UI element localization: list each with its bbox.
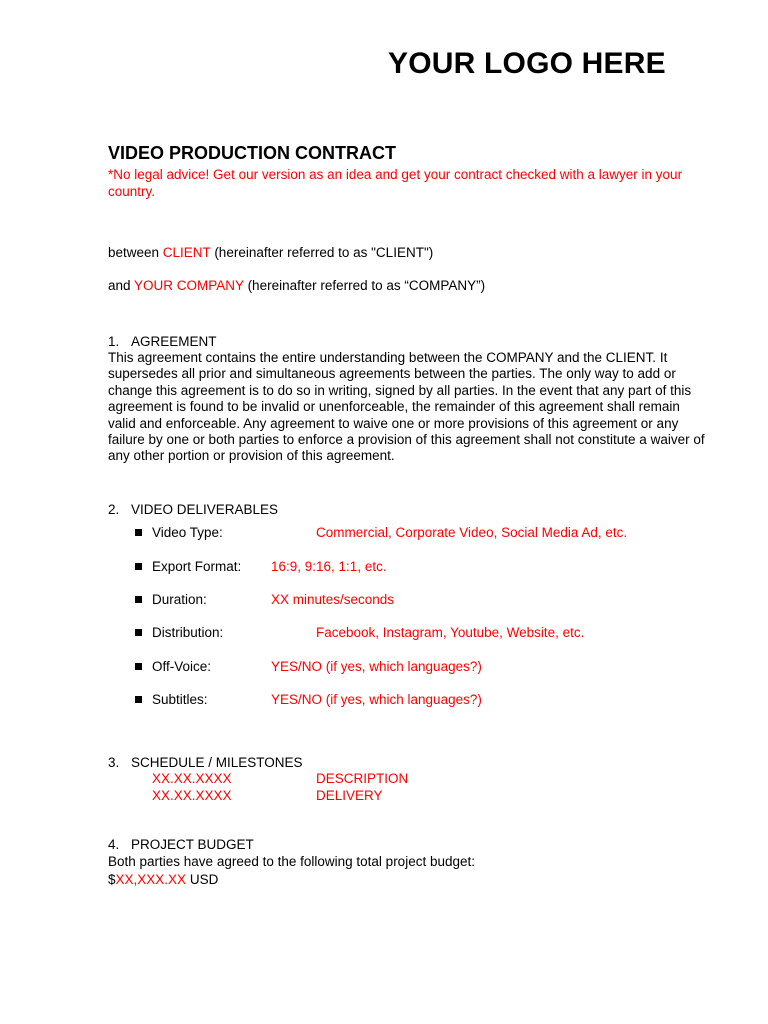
- section-number: 3.: [108, 755, 120, 770]
- section-number: 2.: [108, 502, 120, 517]
- bullet-square-icon: [135, 596, 142, 603]
- agreement-body: This agreement contains the entire understanding between the COMPANY and the CLIENT. It supersedes all prior and simultaneous agreements between the parties. The only way to add or change this agreement is to do so in writing, signed by all parties. In the event that any part of this agreement is found to be invalid or unenforceable, the remainder of this agreement shall remain valid and enforceable. Any agreement to waive one or more provisions of this agreement or any failure by one or both parties to enforce a provision of this agreement shall not constitute a waiver of any other portion or provision of this agreement.: [108, 350, 705, 464]
- budget-amount-placeholder: XX,XXX.XX: [115, 872, 187, 887]
- section-title: VIDEO DELIVERABLES: [131, 502, 279, 517]
- client-party-line: [108, 245, 433, 260]
- company-line-suffix: (hereinafter referred to as “COMPANY”): [243, 278, 486, 293]
- deliverable-value: 16:9, 9:16, 1:1, etc.: [271, 559, 387, 574]
- deliverable-value: YES/NO (if yes, which languages?): [271, 692, 482, 707]
- legal-disclaimer: *No legal advice! Get our version as an idea and get your contract checked with a lawyer in your country.: [108, 167, 683, 199]
- deliverable-label: Export Format:: [152, 559, 242, 574]
- deliverable-label: Off-Voice:: [152, 659, 212, 674]
- section-deliverables-heading: [108, 502, 278, 517]
- budget-description: Both parties have agreed to the following total project budget:: [108, 854, 475, 869]
- budget-amount-line: [108, 872, 218, 887]
- currency-symbol: $: [108, 872, 116, 887]
- deliverable-item-distribution: [135, 625, 585, 643]
- deliverable-label: Distribution:: [152, 625, 224, 640]
- document-title: VIDEO PRODUCTION CONTRACT: [108, 143, 396, 163]
- deliverable-item-subtitles: [135, 692, 482, 710]
- client-line-suffix: (hereinafter referred to as "CLIENT"): [210, 245, 434, 260]
- bullet-square-icon: [135, 663, 142, 670]
- deliverable-item-export-format: [135, 559, 387, 577]
- section-schedule-heading: [108, 755, 303, 770]
- client-line-prefix: between: [108, 245, 163, 260]
- section-budget-heading: [108, 837, 254, 852]
- logo-placeholder: YOUR LOGO HERE: [388, 47, 666, 80]
- currency-code: USD: [186, 872, 219, 887]
- section-number: 1.: [108, 334, 120, 349]
- deliverable-label: Duration:: [152, 592, 207, 607]
- deliverable-label: Video Type:: [152, 525, 223, 540]
- company-party-line: [108, 278, 485, 293]
- deliverable-item-duration: [135, 592, 395, 610]
- bullet-square-icon: [135, 563, 142, 570]
- section-title: PROJECT BUDGET: [131, 837, 254, 852]
- section-number: 4.: [108, 837, 120, 852]
- client-placeholder: CLIENT: [162, 245, 211, 260]
- deliverable-label: Subtitles:: [152, 692, 208, 707]
- bullet-square-icon: [135, 529, 142, 536]
- bullet-square-icon: [135, 629, 142, 636]
- schedule-milestone: DELIVERY: [316, 788, 383, 803]
- deliverable-value: XX minutes/seconds: [271, 592, 395, 607]
- schedule-milestone: DESCRIPTION: [316, 771, 409, 786]
- deliverable-value: Facebook, Instagram, Youtube, Website, etc.: [316, 625, 585, 640]
- company-line-prefix: and: [108, 278, 135, 293]
- schedule-date: XX.XX.XXXX: [152, 788, 232, 803]
- section-title: SCHEDULE / MILESTONES: [131, 755, 303, 770]
- company-placeholder: YOUR COMPANY: [134, 278, 244, 293]
- deliverable-item-video-type: [135, 525, 628, 543]
- deliverable-value: YES/NO (if yes, which languages?): [271, 659, 482, 674]
- deliverable-item-off-voice: [135, 659, 482, 677]
- section-agreement-heading: [108, 334, 217, 349]
- deliverable-value: Commercial, Corporate Video, Social Media Ad, etc.: [316, 525, 628, 540]
- schedule-date: XX.XX.XXXX: [152, 771, 232, 786]
- bullet-square-icon: [135, 696, 142, 703]
- section-title: AGREEMENT: [131, 334, 217, 349]
